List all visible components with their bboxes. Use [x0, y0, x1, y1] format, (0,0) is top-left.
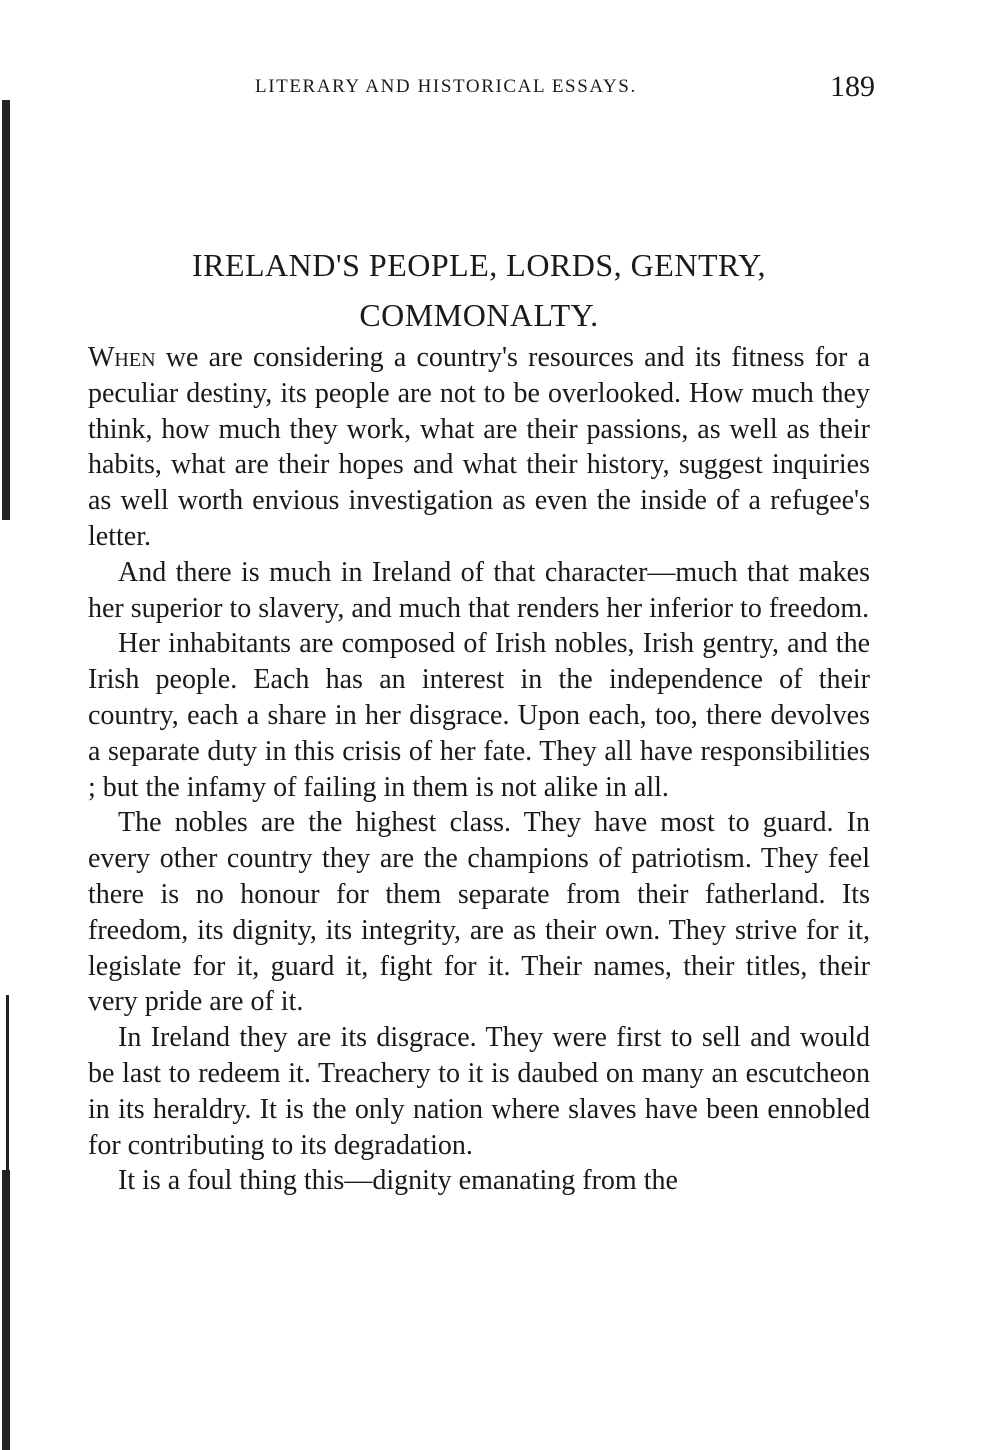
- chapter-heading-line-1: IRELAND'S PEOPLE, LORDS, GENTRY,: [191, 247, 767, 283]
- chapter-heading-line-2: COMMONALTY.: [359, 297, 599, 333]
- page-number: 189: [830, 70, 875, 103]
- paragraph-1-text: we are considering a country's resources and its fitness for a peculiar destiny, its people are not to be overlooked. How much they think, how much they work, what are their passions, as well as their habits, what are their hopes and what their history, suggest inquiries as well worth envious investigation as even the inside of a refugee's letter.: [88, 342, 871, 552]
- paragraph-3: Her inhabitants are composed of Irish nobles, Irish gentry, and the Irish people. Each has an interest in the independence of their country, each a share in her disgrace. Upon each, too, there devolves a separate duty in this crisis of her fate. They all have responsibilities ; but the infamy of failing in them is not alike in all.: [88, 628, 870, 803]
- chapter-heading: [88, 240, 870, 340]
- paragraph-6: It is a foul thing this—dignity emanating from the: [118, 1165, 678, 1197]
- paragraph-1-lead: When: [88, 342, 156, 373]
- paragraph-4: The nobles are the highest class. They have most to guard. In every other country they are the champions of patriotism. They feel there is no honour for them separate from their fatherland. Its freedom, its dignity, its integrity, are as their own. They strive for it, legislate for it, guard it, fight for it. Their names, their titles, their very pride are of it.: [88, 807, 870, 1018]
- binding-edge-shadow: [0, 60, 14, 1450]
- paragraph-1: [88, 340, 870, 555]
- running-head-title: LITERARY AND HISTORICAL ESSAYS.: [255, 76, 637, 97]
- body-text: [88, 340, 870, 1199]
- paragraph-2: And there is much in Ireland of that character—much that makes her superior to slavery, and much that renders her inferior to freedom.: [88, 556, 870, 624]
- running-head: [255, 72, 875, 112]
- paragraph-5: In Ireland they are its disgrace. They were first to sell and would be last to redeem it. Treachery to it is daubed on many an escutcheon in its heraldry. It is the only nation where slaves have been ennobled for contributing to its degradation.: [88, 1022, 870, 1161]
